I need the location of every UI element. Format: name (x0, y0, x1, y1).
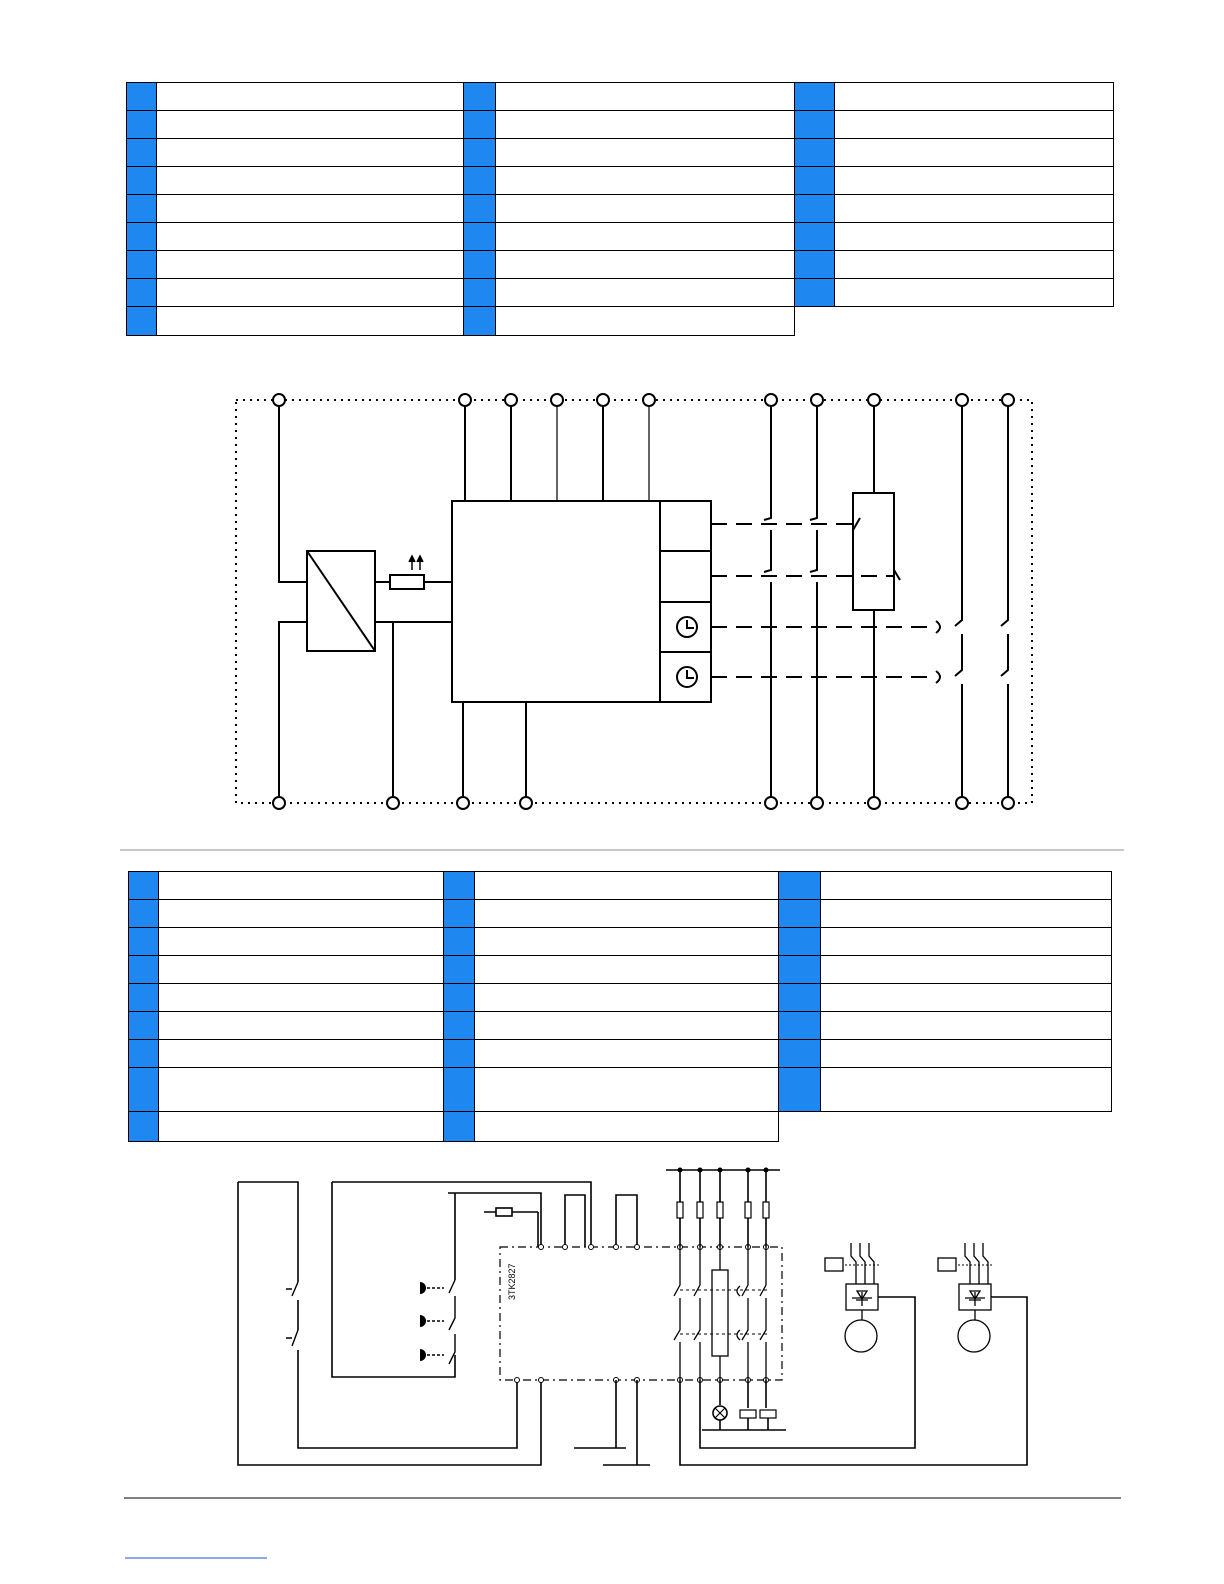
device-terminals (515, 1245, 769, 1383)
terminal (1002, 394, 1014, 406)
block-diagram (236, 394, 1032, 809)
protection-resistor (390, 575, 424, 589)
fuse-icon (677, 1202, 769, 1218)
supply-wire-a1 (279, 406, 307, 582)
lamp-icon (713, 1406, 727, 1420)
sensor-contacts (427, 1280, 455, 1364)
logic-output-wires (463, 702, 526, 797)
device-enclosure (236, 400, 1032, 803)
terminal (273, 797, 285, 809)
logic-block (452, 501, 660, 702)
mushroom-button-icons (420, 1282, 426, 1361)
relay-k2 (660, 551, 711, 602)
terminal (868, 394, 880, 406)
clock-icon (677, 667, 697, 687)
terminal (811, 394, 823, 406)
contact-circuits (764, 406, 1008, 797)
wiring-diagram (238, 1168, 1027, 1466)
terminal (505, 394, 517, 406)
terminal (643, 394, 655, 406)
motor-drive-1 (825, 1243, 880, 1352)
timer-relay-k3 (660, 602, 711, 652)
ground-connection (574, 1380, 650, 1465)
fuse-icon (484, 1208, 538, 1216)
delay-hooks (936, 621, 940, 683)
internal-contacts (674, 1247, 770, 1380)
jumper-loop (565, 1195, 637, 1247)
motor-icon (845, 1320, 877, 1352)
clock-icon (677, 617, 697, 637)
terminal (520, 797, 532, 809)
coil-return (748, 1418, 768, 1430)
terminal (457, 797, 469, 809)
terminal (765, 797, 777, 809)
relay-k1 (660, 501, 711, 551)
estop-loop (238, 1182, 541, 1465)
ground-wire (375, 622, 452, 797)
device-3tk2827 (500, 1247, 782, 1380)
terminal (387, 797, 399, 809)
terminal (597, 394, 609, 406)
terminal (765, 394, 777, 406)
terminal (956, 394, 968, 406)
sensor-loop (332, 1182, 591, 1377)
terminal (551, 394, 563, 406)
motor-icon (958, 1320, 990, 1352)
supply-wire-a2 (279, 622, 307, 797)
overvoltage-arrows-icon (409, 556, 423, 570)
terminal (868, 797, 880, 809)
terminal (459, 394, 471, 406)
terminal (811, 797, 823, 809)
device-label: 3TK2827 (507, 1263, 517, 1300)
converter-diagonal (307, 551, 375, 651)
estop-contact (286, 1282, 298, 1346)
timer-relay-k4 (660, 652, 711, 702)
bottom-terminals (273, 797, 1014, 809)
motor-drive-2 (938, 1243, 994, 1352)
terminal (273, 394, 285, 406)
logic-input-wires (465, 406, 603, 501)
contactor-coil (740, 1410, 776, 1418)
mechanical-linkages (711, 524, 936, 677)
terminal (1002, 797, 1014, 809)
terminal (956, 797, 968, 809)
